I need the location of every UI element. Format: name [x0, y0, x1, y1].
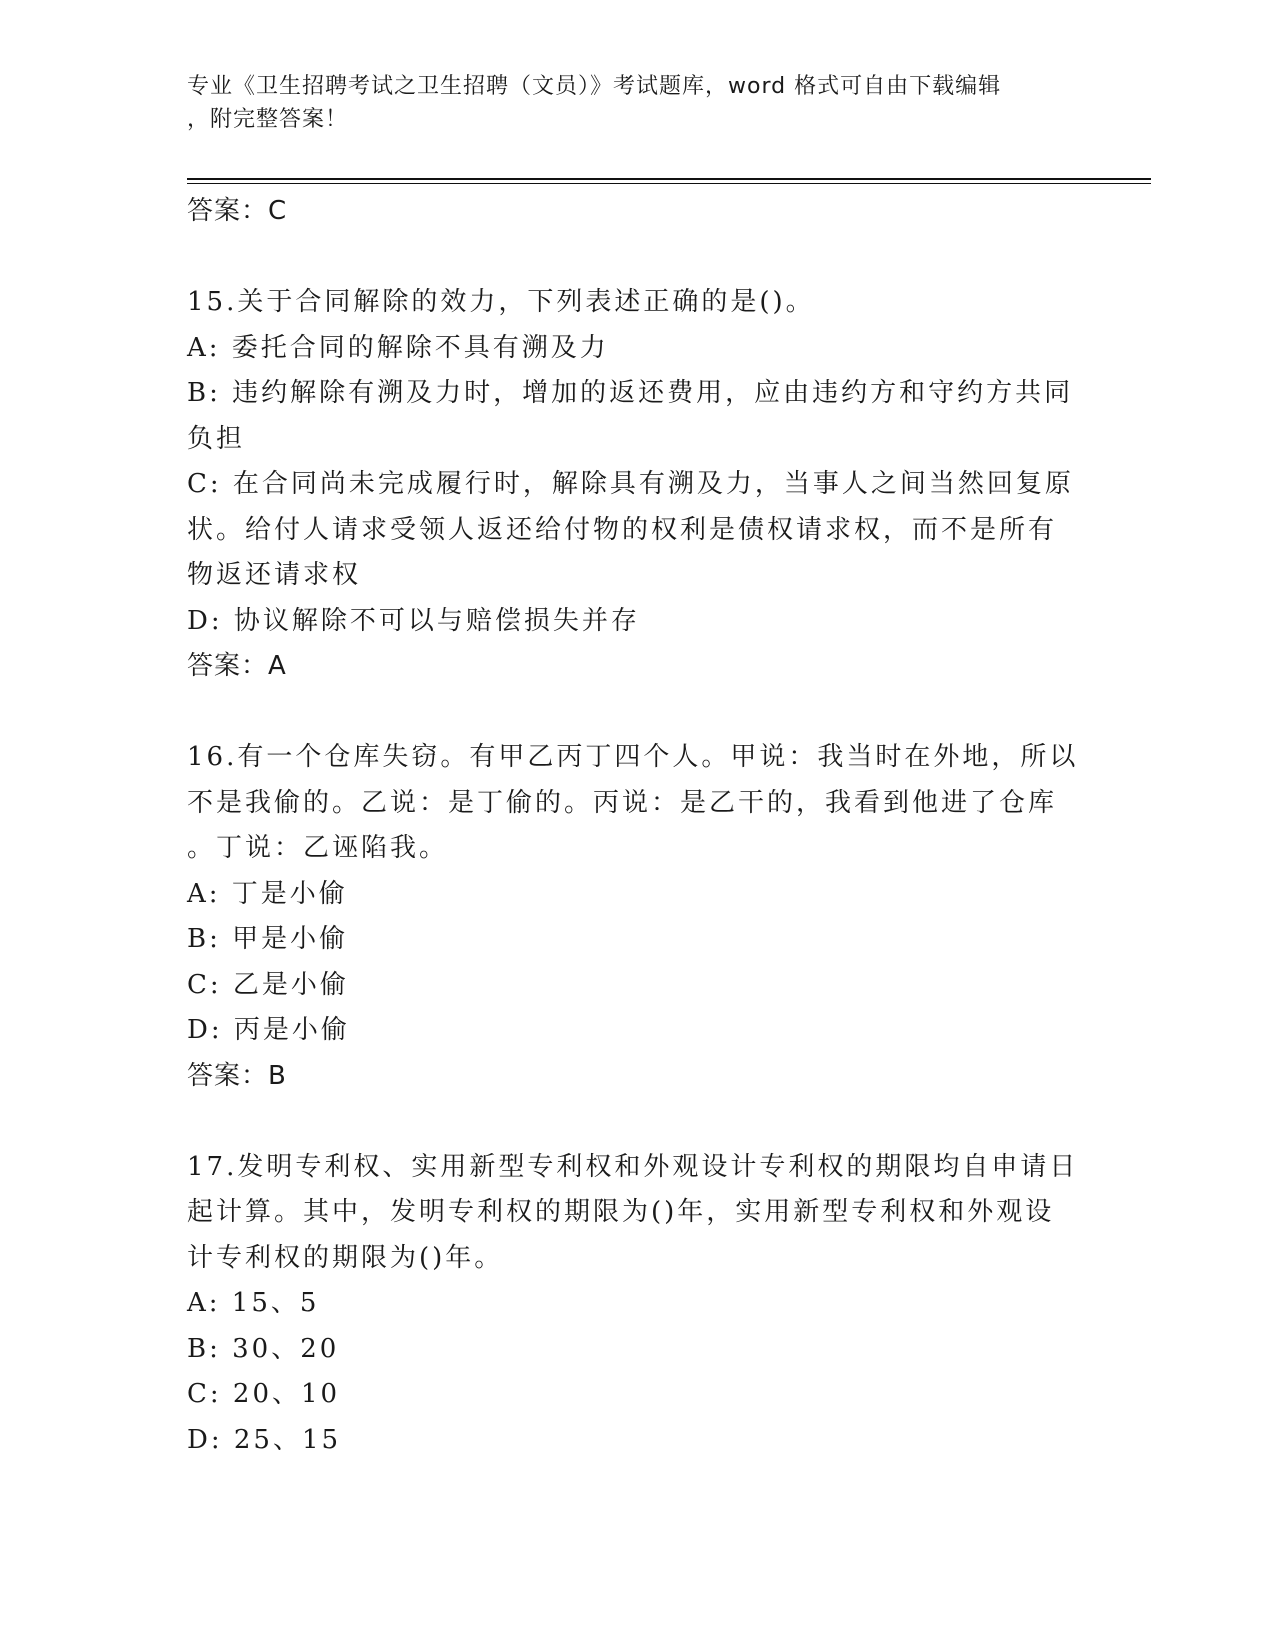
answer-15: 答案：A — [187, 651, 287, 681]
question-stem-continued: 起计算。其中，发明专利权的期限为()年，实用新型专利权和外观设 — [187, 1197, 1055, 1227]
question-stem: 17.发明专利权、实用新型专利权和外观设计专利权的期限均自申请日 — [187, 1151, 1079, 1182]
previous-answer: 答案：C — [187, 196, 288, 226]
question-stem-continued: 不是我偷的。乙说：是丁偷的。丙说：是乙干的，我看到他进了仓库 — [187, 787, 1058, 818]
question-16 — [187, 735, 1077, 1099]
option-c: C: 20、10 — [187, 1379, 341, 1409]
option-c-continued: 状。给付人请求受领人返还给付物的权利是债权请求权，而不是所有 — [187, 514, 1058, 545]
option-c: C: 乙是小偷 — [187, 969, 349, 1000]
question-stem-continued: 。丁说：乙诬陷我。 — [187, 833, 449, 863]
answer-16: 答案：B — [187, 1060, 287, 1091]
document-header — [187, 70, 1067, 136]
option-d: D: 25、15 — [187, 1424, 342, 1455]
question-15 — [187, 280, 1077, 690]
header-divider-thick — [187, 178, 1151, 180]
spacer — [187, 690, 1077, 736]
question-stem: 16.有一个仓库失窃。有甲乙丙丁四个人。甲说：我当时在外地，所以 — [187, 742, 1079, 772]
header-divider-thin — [187, 183, 1151, 184]
option-a: A: 丁是小偷 — [187, 878, 348, 909]
header-line-1: 专业《卫生招聘考试之卫生招聘（文员）》考试题库，word 格式可自由下载编辑 — [187, 74, 1002, 99]
document-body — [187, 189, 1077, 1463]
option-a: A: 15、5 — [187, 1288, 320, 1318]
question-stem: 15.关于合同解除的效力，下列表述正确的是()。 — [187, 287, 815, 317]
spacer — [187, 1099, 1077, 1145]
spacer — [187, 235, 1077, 281]
option-b: B: 30、20 — [187, 1333, 340, 1364]
option-b: B: 违约解除有溯及力时，增加的返还费用，应由违约方和守约方共同 — [187, 378, 1074, 408]
option-a: A: 委托合同的解除不具有溯及力 — [187, 332, 609, 363]
option-c-continued: 物返还请求权 — [187, 560, 362, 590]
option-c: C: 在合同尚未完成履行时，解除具有溯及力，当事人之间当然回复原 — [187, 469, 1074, 499]
question-17 — [187, 1145, 1077, 1464]
option-d: D: 丙是小偷 — [187, 1015, 350, 1045]
option-b: B: 甲是小偷 — [187, 924, 349, 954]
header-line-2: ，附完整答案！ — [187, 107, 349, 132]
option-b-continued: 负担 — [187, 423, 246, 454]
option-d: D: 协议解除不可以与赔偿损失并存 — [187, 605, 640, 636]
question-stem-continued: 计专利权的期限为()年。 — [187, 1242, 504, 1273]
